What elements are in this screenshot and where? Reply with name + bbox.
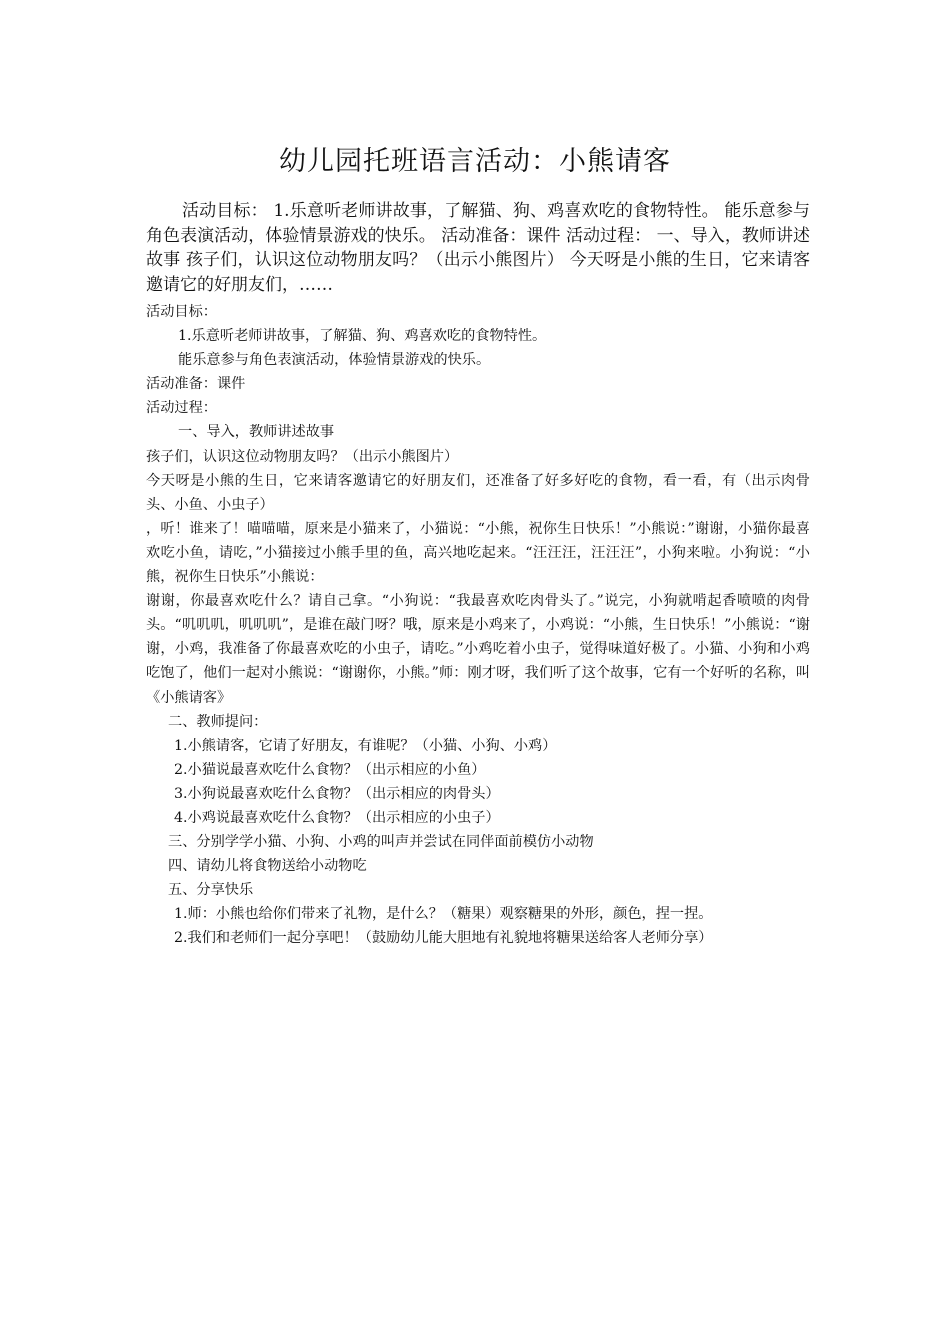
step-1-heading: 一、导入，教师讲述故事 bbox=[178, 424, 335, 441]
heading-process: 活动过程： bbox=[146, 400, 217, 417]
heading-objectives: 活动目标： bbox=[146, 304, 217, 320]
heading-preparation: 活动准备：课件 bbox=[146, 376, 246, 393]
question-4: 4.小鸡说最喜欢吃什么食物？（出示相应的小虫子） bbox=[174, 809, 500, 826]
story-paragraph-2: ，听！谁来了！喵喵喵，原来是小猫来了，小猫说：“小熊，祝你生日快乐！”小熊说：”谢谢，小猫你最喜欢吃小鱼，请吃，”小猫接过小熊手里的鱼，高兴地吃起来。“汪汪汪，汪汪汪”，小狗来啦。小狗说：“小熊，祝你生日快乐”小熊说： bbox=[146, 520, 810, 586]
document-title: 幼儿园托班语言活动：小熊请客 bbox=[279, 146, 671, 177]
question-1: 1.小熊请客，它请了好朋友，有谁呢？（小猫、小狗、小鸡） bbox=[174, 737, 557, 754]
objective-1: 1.乐意听老师讲故事，了解猫、狗、鸡喜欢吃的食物特性。 bbox=[178, 328, 547, 345]
share-item-2: 2.我们和老师们一起分享吧！（鼓励幼儿能大胆地有礼貌地将糖果送给客人老师分享） bbox=[174, 930, 713, 947]
step-5-heading: 五、分享快乐 bbox=[168, 882, 254, 899]
story-paragraph-3: 谢谢，你最喜欢吃什么？请自己拿。“小狗说：“我最喜欢吃肉骨头了。”说完，小狗就啃起香喷喷的肉骨头。“叽叽叽，叽叽叽”，是谁在敲门呀？哦，原来是小鸡来了，小鸡说：“小熊，生日快乐！”小熊说：“谢谢，小鸡，我准备了你最喜欢吃的小虫子，请吃。”小鸡吃着小虫子，觉得味道好极了。小猫、小狗和小鸡吃饱了，他们一起对小熊说：“谢谢你，小熊。”师：刚才呀，我们听了这个故事，它有一个好听的名称，叫《小熊请客》 bbox=[146, 593, 810, 706]
step-2-heading: 二、教师提问： bbox=[168, 713, 268, 730]
story-paragraph-1: 今天呀是小熊的生日，它来请客邀请它的好朋友们，还准备了好多好吃的食物，看一看，有（出示肉骨头、小鱼、小虫子） bbox=[146, 472, 810, 513]
question-2: 2.小猫说最喜欢吃什么食物？（出示相应的小鱼） bbox=[174, 761, 486, 778]
step-4-heading: 四、请幼儿将食物送给小动物吃 bbox=[168, 858, 367, 875]
share-item-1: 1.师：小熊也给你们带来了礼物，是什么？（糖果）观察糖果的外形，颜色，捏一捏。 bbox=[174, 906, 713, 923]
document-body bbox=[146, 300, 810, 951]
step-3-heading: 三、分别学学小猫、小狗、小鸡的叫声并尝试在同伴面前模仿小动物 bbox=[168, 834, 594, 851]
objective-2: 能乐意参与角色表演活动，体验情景游戏的快乐。 bbox=[178, 352, 491, 369]
story-line-1: 孩子们，认识这位动物朋友吗？（出示小熊图片） bbox=[146, 448, 459, 465]
question-3: 3.小狗说最喜欢吃什么食物？（出示相应的肉骨头） bbox=[174, 785, 500, 802]
summary-paragraph: 活动目标： 1.乐意听老师讲故事，了解猫、狗、鸡喜欢吃的食物特性。 能乐意参与角色表演活动，体验情景游戏的快乐。 活动准备：课件 活动过程： 一、导入，教师讲述故事 孩子们，认识这位动物朋友吗？（出示小熊图片） 今天呀是小熊的生日，它来请客邀请它的好朋友们，…… bbox=[146, 201, 810, 295]
